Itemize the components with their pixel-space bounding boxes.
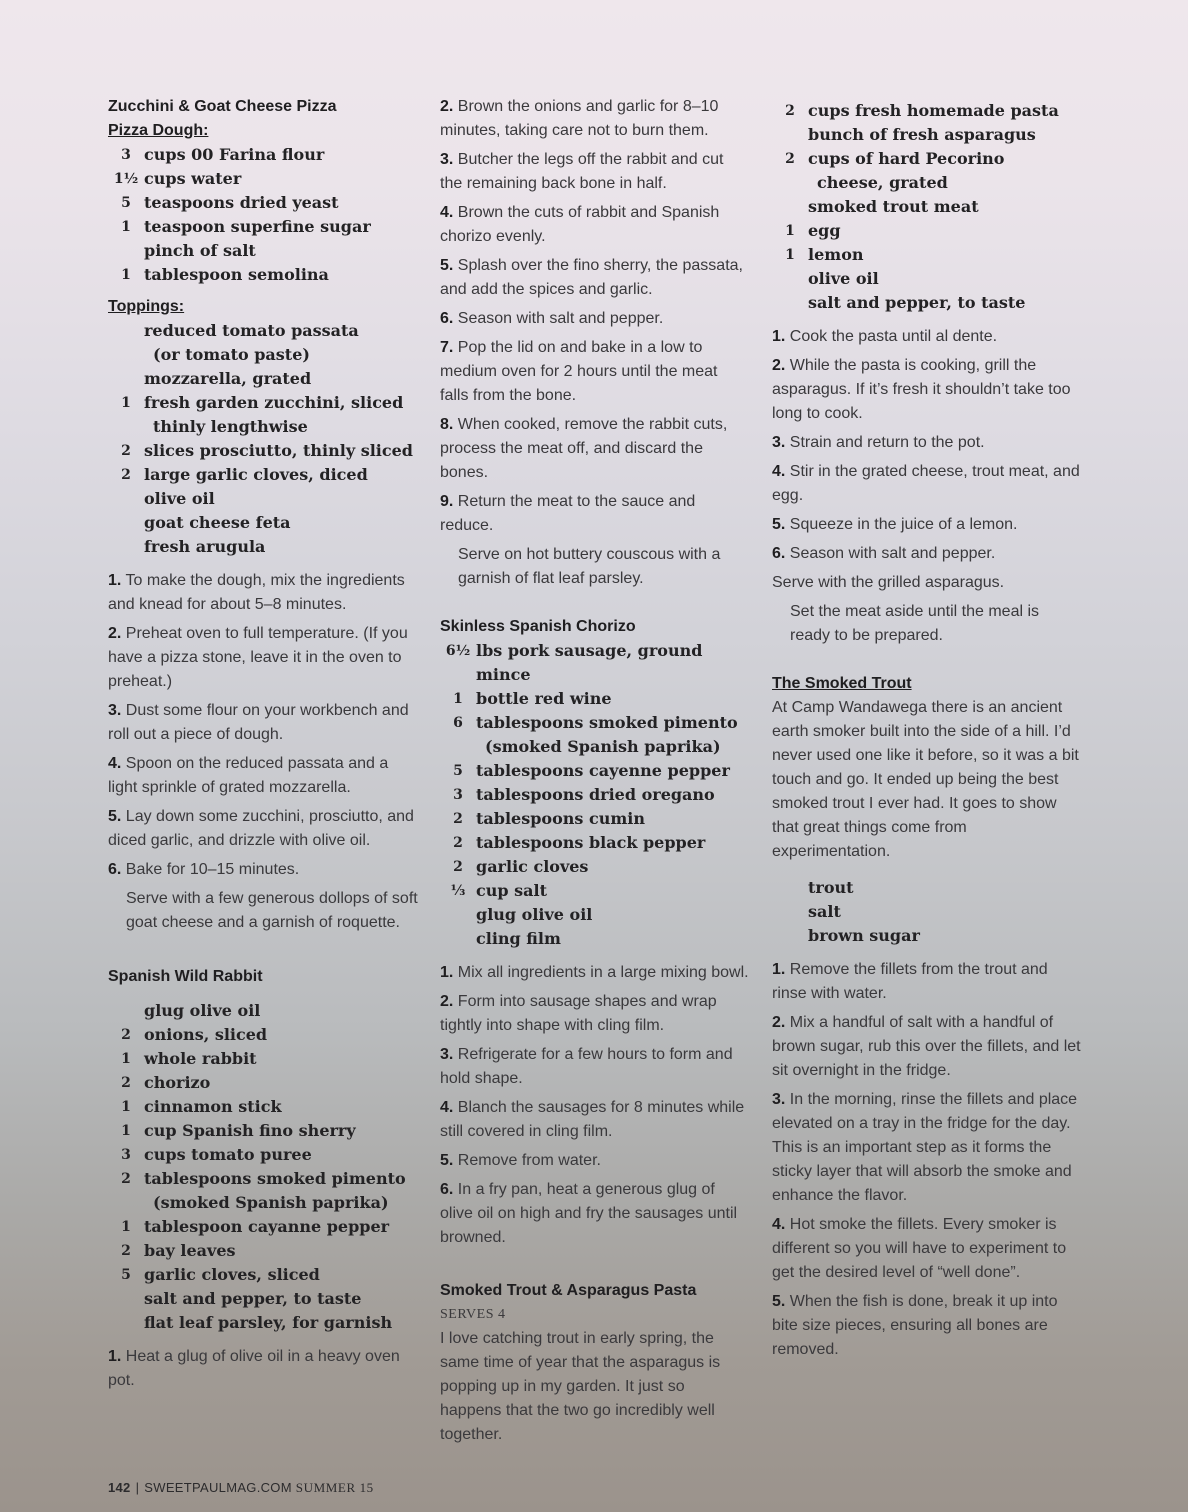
step-number: 5.: [440, 1152, 454, 1169]
ingredient-quantity: [108, 1311, 144, 1335]
ingredient-row: [108, 143, 418, 167]
ingredient-text: tablespoons dried oregano: [476, 785, 715, 804]
recipe-title-chorizo: Skinless Spanish Chorizo: [440, 618, 636, 635]
pizza-serving-note: Serve with a few generous dollops of soft goat cheese and a garnish of roquette.: [126, 890, 418, 931]
ingredient-quantity: [108, 319, 144, 343]
ingredient-text: smoked trout meat: [808, 197, 979, 216]
step-text: In the morning, rinse the fillets and place elevated on a tray in the fridge for the day. This is an important step as it forms the sticky layer that will absorb the smoke and enhance the flavor.: [772, 1091, 1078, 1204]
step-text: Stir in the grated cheese, trout meat, and egg.: [772, 463, 1080, 504]
ingredient-quantity: 1: [453, 691, 463, 707]
step-number: 1.: [108, 1348, 122, 1365]
ingredient-row: [108, 415, 418, 439]
step-text: Mix all ingredients in a large mixing bowl.: [457, 964, 749, 981]
recipe-step: [108, 1345, 418, 1393]
ingredient-text: teaspoon superfine sugar: [144, 217, 371, 236]
ingredient-quantity: 1: [121, 267, 131, 283]
step-number: 4.: [440, 204, 454, 221]
recipe-step: [108, 805, 418, 853]
ingredient-row: [108, 167, 418, 191]
recipe-step: [772, 542, 1082, 566]
step-text: Splash over the fino sherry, the passata, and add the spices and garlic.: [440, 257, 743, 298]
recipe-step: [772, 1213, 1082, 1285]
ingredient-row: [440, 783, 750, 807]
ingredient-row: [440, 879, 750, 903]
ingredient-text: slices prosciutto, thinly sliced: [144, 441, 413, 460]
step-text: To make the dough, mix the ingredients and knead for about 5–8 minutes.: [108, 572, 405, 613]
recipe-step: [440, 254, 750, 302]
ingredient-text: bay leaves: [144, 1241, 236, 1260]
ingredient-text: (smoked Spanish paprika): [485, 737, 721, 756]
ingredient-quantity: [108, 343, 144, 367]
step-number: 5.: [440, 257, 454, 274]
step-text: Squeeze in the juice of a lemon.: [789, 516, 1018, 533]
recipe-step: [108, 752, 418, 800]
step-number: 2.: [440, 993, 454, 1010]
ingredient-row: [772, 291, 1082, 315]
recipe-step: [772, 1011, 1082, 1083]
ingredient-row: [440, 711, 750, 735]
ingredient-row: [108, 1167, 418, 1191]
recipe-step: [772, 1290, 1082, 1362]
ingredient-quantity: 2: [121, 1243, 131, 1259]
ingredient-text: (or tomato paste): [153, 345, 310, 364]
ingredient-row: [772, 195, 1082, 219]
ingredient-quantity: 6: [453, 715, 463, 731]
ingredient-text: cling film: [476, 929, 561, 948]
chorizo-ingredient-list: [440, 639, 750, 951]
recipe-step: [772, 460, 1082, 508]
page-footer: [108, 1480, 374, 1496]
ingredient-quantity: [108, 1191, 144, 1215]
rabbit-steps-continued: [440, 95, 750, 538]
ingredient-quantity: 1: [121, 395, 131, 411]
step-text: When the fish is done, break it up into bite size pieces, ensuring all bones are removed.: [772, 1293, 1058, 1358]
ingredient-quantity: 2: [121, 1075, 131, 1091]
ingredient-text: trout: [808, 878, 854, 897]
ingredient-text: fresh arugula: [144, 537, 266, 556]
ingredient-text: glug olive oil: [144, 1001, 261, 1020]
ingredient-quantity: 1: [121, 1219, 131, 1235]
ingredient-quantity: 2: [121, 1171, 131, 1187]
ingredient-text: cups fresh homemade pasta: [808, 101, 1059, 120]
ingredient-text: onions, sliced: [144, 1025, 268, 1044]
ingredient-row: [108, 1287, 418, 1311]
footer-separator: |: [135, 1480, 140, 1495]
ingredient-row: [108, 1143, 418, 1167]
ingredient-text: salt and pepper, to taste: [144, 1289, 362, 1308]
ingredient-text: cinnamon stick: [144, 1097, 282, 1116]
ingredient-row: [108, 319, 418, 343]
step-number: 5.: [772, 1293, 786, 1310]
step-text: Butcher the legs off the rabbit and cut the remaining back bone in half.: [440, 151, 724, 192]
ingredient-quantity: 3: [121, 1147, 131, 1163]
ingredient-text: tablespoons smoked pimento: [476, 713, 738, 732]
ingredient-text: cheese, grated: [817, 173, 948, 192]
ingredient-row: [108, 511, 418, 535]
step-text: Season with salt and pepper.: [789, 545, 996, 562]
ingredient-text: goat cheese feta: [144, 513, 291, 532]
recipe-step: [440, 413, 750, 485]
pasta-intro: I love catching trout in early spring, the same time of year that the asparagus is popping up in my garden. It just so happens that the two go incredibly well together.: [440, 1330, 721, 1443]
ingredient-text: chorizo: [144, 1073, 211, 1092]
ingredient-row: [772, 171, 1082, 195]
ingredient-quantity: [772, 171, 808, 195]
ingredient-row: [772, 876, 1082, 900]
ingredient-text: olive oil: [144, 489, 215, 508]
ingredient-text: teaspoons dried yeast: [144, 193, 339, 212]
ingredient-text: salt: [808, 902, 841, 921]
recipe-step: [440, 1178, 750, 1250]
pasta-note: Set the meat aside until the meal is ready to be prepared.: [790, 603, 1040, 644]
ingredient-row: [108, 1095, 418, 1119]
step-number: 8.: [440, 416, 454, 433]
step-text: Pop the lid on and bake in a low to medium oven for 2 hours until the meat falls from the bone.: [440, 339, 718, 404]
step-number: 1.: [440, 964, 454, 981]
ingredient-text: olive oil: [808, 269, 879, 288]
ingredient-quantity: [108, 487, 144, 511]
ingredient-text: bottle red wine: [476, 689, 612, 708]
ingredient-row: [108, 1239, 418, 1263]
step-number: 3.: [772, 434, 786, 451]
recipe-step: [440, 336, 750, 408]
ingredient-row: [108, 1191, 418, 1215]
step-text: Form into sausage shapes and wrap tightly into shape with cling film.: [440, 993, 717, 1034]
step-text: Refrigerate for a few hours to form and hold shape.: [440, 1046, 733, 1087]
ingredient-row: [108, 1311, 418, 1335]
ingredient-quantity: 1½: [113, 171, 139, 187]
ingredient-text: tablespoon semolina: [144, 265, 329, 284]
recipe-step: [440, 201, 750, 249]
ingredient-row: [108, 1263, 418, 1287]
ingredient-row: [108, 367, 418, 391]
step-text: Remove the fillets from the trout and rinse with water.: [772, 961, 1048, 1002]
ingredient-quantity: 2: [121, 467, 131, 483]
step-number: 6.: [440, 310, 454, 327]
ingredient-quantity: [772, 267, 808, 291]
ingredient-text: tablespoons black pepper: [476, 833, 706, 852]
step-text: Brown the onions and garlic for 8–10 minutes, taking care not to burn them.: [440, 98, 719, 139]
ingredient-row: [108, 239, 418, 263]
ingredient-row: [108, 463, 418, 487]
ingredient-row: [108, 999, 418, 1023]
step-number: 6.: [772, 545, 786, 562]
ingredient-row: [440, 759, 750, 783]
trout-intro: At Camp Wandawega there is an ancient earth smoker built into the side of a hill. I’d never used one like it before, so it was a bit touch and go. It ended up being the best smoked trout I ever had. It goes to show that great things come from experimentation.: [772, 699, 1079, 860]
recipe-step: [108, 569, 418, 617]
recipe-step: [772, 513, 1082, 537]
step-number: 3.: [108, 702, 122, 719]
ingredient-quantity: 1: [121, 1099, 131, 1115]
ingredient-row: [772, 267, 1082, 291]
ingredient-text: pinch of salt: [144, 241, 256, 260]
ingredient-row: [108, 1119, 418, 1143]
step-text: Heat a glug of olive oil in a heavy oven pot.: [108, 1348, 400, 1389]
ingredient-text: tablespoon cayanne pepper: [144, 1217, 390, 1236]
rabbit-serving-note: Serve on hot buttery couscous with a garnish of flat leaf parsley.: [458, 546, 721, 587]
step-text: Blanch the sausages for 8 minutes while still covered in cling film.: [440, 1099, 745, 1140]
chorizo-steps: [440, 961, 750, 1250]
ingredient-text: cups of hard Pecorino: [808, 149, 1005, 168]
step-text: Mix a handful of salt with a handful of brown sugar, rub this over the fillets, and let sit overnight in the fridge.: [772, 1014, 1081, 1079]
ingredient-text: tablespoons cumin: [476, 809, 645, 828]
recipe-step: [440, 490, 750, 538]
ingredient-text: thinly lengthwise: [153, 417, 308, 436]
step-text: Return the meat to the sauce and reduce.: [440, 493, 696, 534]
ingredient-quantity: [108, 1287, 144, 1311]
ingredient-row: [440, 831, 750, 855]
recipe-step: [772, 1088, 1082, 1208]
recipe-title-pizza: Zucchini & Goat Cheese Pizza: [108, 98, 337, 115]
ingredient-quantity: 5: [121, 1267, 131, 1283]
ingredient-quantity: 1: [121, 1051, 131, 1067]
dough-ingredient-list: [108, 143, 418, 287]
ingredient-text: cup salt: [476, 881, 547, 900]
step-number: 1.: [108, 572, 122, 589]
ingredient-text: reduced tomato passata: [144, 321, 359, 340]
trout-steps: [772, 958, 1082, 1362]
ingredient-row: [772, 123, 1082, 147]
ingredient-row: [772, 924, 1082, 948]
ingredient-quantity: [772, 900, 808, 924]
ingredient-row: [108, 535, 418, 559]
step-number: 6.: [440, 1181, 454, 1198]
ingredient-row: [440, 687, 750, 711]
step-text: Bake for 10–15 minutes.: [125, 861, 300, 878]
pasta-steps: [772, 325, 1082, 566]
ingredient-row: [108, 1071, 418, 1095]
ingredient-text: egg: [808, 221, 841, 240]
ingredient-row: [108, 1047, 418, 1071]
recipe-step: [440, 95, 750, 143]
step-text: Hot smoke the fillets. Every smoker is different so you will have to experiment to get the desired level of “well done”.: [772, 1216, 1067, 1281]
toppings-heading: Toppings:: [108, 298, 185, 315]
ingredient-quantity: 2: [121, 443, 131, 459]
step-text: Spoon on the reduced passata and a light sprinkle of grated mozzarella.: [108, 755, 389, 796]
ingredient-text: garlic cloves: [476, 857, 589, 876]
ingredient-row: [772, 243, 1082, 267]
step-text: When cooked, remove the rabbit cuts, process the meat off, and discard the bones.: [440, 416, 728, 481]
recipe-step: [108, 699, 418, 747]
recipe-step: [772, 325, 1082, 349]
ingredient-quantity: [440, 735, 476, 759]
ingredient-row: [440, 639, 750, 687]
rabbit-ingredient-list: [108, 999, 418, 1335]
ingredient-quantity: [772, 291, 808, 315]
magazine-site: SWEETPAULMAG.COM: [144, 1480, 292, 1495]
recipe-step: [772, 958, 1082, 1006]
ingredient-quantity: [772, 924, 808, 948]
ingredient-quantity: [108, 999, 144, 1023]
ingredient-text: whole rabbit: [144, 1049, 257, 1068]
ingredient-quantity: ⅓: [450, 883, 466, 899]
ingredient-row: [108, 487, 418, 511]
step-number: 3.: [440, 151, 454, 168]
step-text: Brown the cuts of rabbit and Spanish chorizo evenly.: [440, 204, 720, 245]
ingredient-text: salt and pepper, to taste: [808, 293, 1026, 312]
ingredient-quantity: 3: [453, 787, 463, 803]
ingredient-text: cups 00 Farina flour: [144, 145, 325, 164]
step-number: 1.: [772, 961, 786, 978]
ingredient-quantity: [772, 123, 808, 147]
step-text: Dust some flour on your workbench and roll out a piece of dough.: [108, 702, 409, 743]
ingredient-row: [772, 219, 1082, 243]
ingredient-quantity: 2: [121, 1027, 131, 1043]
step-number: 5.: [108, 808, 122, 825]
ingredient-quantity: 5: [121, 195, 131, 211]
ingredient-text: mozzarella, grated: [144, 369, 312, 388]
ingredient-row: [108, 439, 418, 463]
step-text: In a fry pan, heat a generous glug of olive oil on high and fry the sausages until browned.: [440, 1181, 738, 1246]
issue-season: SUMMER 15: [295, 1480, 374, 1495]
step-number: 2.: [772, 1014, 786, 1031]
step-text: Remove from water.: [457, 1152, 601, 1169]
ingredient-row: [440, 735, 750, 759]
ingredient-row: [108, 215, 418, 239]
ingredient-quantity: [772, 876, 808, 900]
ingredient-row: [108, 191, 418, 215]
ingredient-quantity: [108, 511, 144, 535]
recipe-step: [108, 858, 418, 882]
toppings-ingredient-list: [108, 319, 418, 559]
ingredient-quantity: [108, 367, 144, 391]
ingredient-quantity: 2: [453, 859, 463, 875]
pasta-serve-line: Serve with the grilled asparagus.: [772, 574, 1005, 591]
ingredient-row: [772, 99, 1082, 123]
step-number: 3.: [440, 1046, 454, 1063]
recipe-step: [440, 990, 750, 1038]
ingredient-quantity: 3: [121, 147, 131, 163]
ingredient-text: bunch of fresh asparagus: [808, 125, 1036, 144]
ingredient-quantity: 1: [121, 1123, 131, 1139]
ingredient-row: [440, 903, 750, 927]
ingredient-text: (smoked Spanish paprika): [153, 1193, 389, 1212]
step-number: 6.: [108, 861, 122, 878]
page-number: 142: [108, 1480, 131, 1495]
recipe-step: [440, 1149, 750, 1173]
ingredient-text: cups water: [144, 169, 242, 188]
ingredient-quantity: 5: [453, 763, 463, 779]
ingredient-quantity: 1: [785, 247, 795, 263]
step-number: 1.: [772, 328, 786, 345]
recipe-step: [108, 622, 418, 694]
ingredient-quantity: 6½: [445, 643, 471, 659]
pizza-steps: [108, 569, 418, 882]
ingredient-text: large garlic cloves, diced: [144, 465, 368, 484]
step-number: 3.: [772, 1091, 786, 1108]
ingredient-row: [772, 900, 1082, 924]
ingredient-text: tablespoons smoked pimento: [144, 1169, 406, 1188]
column-1: [108, 95, 418, 1398]
ingredient-text: fresh garden zucchini, sliced: [144, 393, 404, 412]
ingredient-quantity: 2: [453, 835, 463, 851]
step-number: 4.: [772, 463, 786, 480]
ingredient-text: flat leaf parsley, for garnish: [144, 1313, 393, 1332]
ingredient-quantity: 2: [785, 151, 795, 167]
column-3: [772, 95, 1082, 1367]
step-number: 2.: [108, 625, 122, 642]
dough-heading: Pizza Dough:: [108, 122, 209, 139]
recipe-step: [440, 307, 750, 331]
recipe-title-trout: The Smoked Trout: [772, 675, 912, 692]
step-number: 5.: [772, 516, 786, 533]
step-number: 4.: [772, 1216, 786, 1233]
ingredient-quantity: [440, 903, 476, 927]
step-number: 9.: [440, 493, 454, 510]
ingredient-quantity: 2: [785, 103, 795, 119]
rabbit-steps-start: [108, 1345, 418, 1393]
ingredient-quantity: [440, 927, 476, 951]
step-text: Strain and return to the pot.: [789, 434, 985, 451]
ingredient-row: [440, 807, 750, 831]
ingredient-quantity: [772, 195, 808, 219]
ingredient-text: cup Spanish fino sherry: [144, 1121, 356, 1140]
recipe-step: [772, 354, 1082, 426]
recipe-title-rabbit: Spanish Wild Rabbit: [108, 968, 263, 985]
step-number: 2.: [772, 357, 786, 374]
step-number: 4.: [108, 755, 122, 772]
ingredient-text: cups tomato puree: [144, 1145, 312, 1164]
step-number: 2.: [440, 98, 454, 115]
step-text: Preheat oven to full temperature. (If you have a pizza stone, leave it in the oven to preheat.): [108, 625, 408, 690]
ingredient-text: brown sugar: [808, 926, 920, 945]
ingredient-row: [108, 391, 418, 415]
step-text: Lay down some zucchini, prosciutto, and diced garlic, and drizzle with olive oil.: [108, 808, 414, 849]
recipe-title-pasta: Smoked Trout & Asparagus Pasta: [440, 1282, 697, 1299]
ingredient-row: [440, 927, 750, 951]
ingredient-text: glug olive oil: [476, 905, 593, 924]
step-number: 4.: [440, 1099, 454, 1116]
step-text: Cook the pasta until al dente.: [789, 328, 998, 345]
step-number: 7.: [440, 339, 454, 356]
recipe-step: [440, 148, 750, 196]
ingredient-text: garlic cloves, sliced: [144, 1265, 320, 1284]
ingredient-text: tablespoons cayenne pepper: [476, 761, 730, 780]
recipe-step: [440, 1043, 750, 1091]
pasta-ingredient-list: [772, 99, 1082, 315]
ingredient-row: [108, 1023, 418, 1047]
step-text: Season with salt and pepper.: [457, 310, 664, 327]
step-text: While the pasta is cooking, grill the asparagus. If it’s fresh it shouldn’t take too long to cook.: [772, 357, 1071, 422]
ingredient-row: [108, 1215, 418, 1239]
column-2: [440, 95, 750, 1447]
recipe-step: [440, 1096, 750, 1144]
ingredient-quantity: [108, 535, 144, 559]
recipe-step: [440, 961, 750, 985]
ingredient-quantity: [108, 239, 144, 263]
ingredient-quantity: 1: [121, 219, 131, 235]
ingredient-row: [772, 147, 1082, 171]
ingredient-text: lbs pork sausage, ground mince: [476, 641, 703, 684]
ingredient-text: lemon: [808, 245, 864, 264]
ingredient-quantity: 2: [453, 811, 463, 827]
trout-ingredient-list: [772, 876, 1082, 948]
pasta-serves: SERVES 4: [440, 1307, 506, 1322]
ingredient-row: [440, 855, 750, 879]
ingredient-quantity: [108, 415, 144, 439]
ingredient-row: [108, 343, 418, 367]
ingredient-quantity: 1: [785, 223, 795, 239]
ingredient-row: [108, 263, 418, 287]
recipe-step: [772, 431, 1082, 455]
